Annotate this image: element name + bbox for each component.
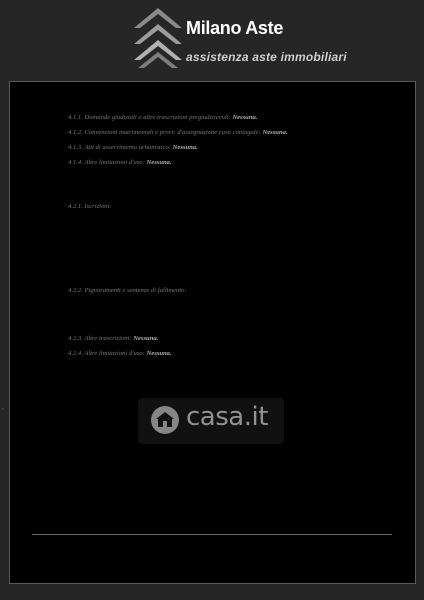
brand-tagline: assistenza aste immobiliari	[186, 50, 347, 64]
stacked-roofs-logo-icon	[130, 6, 186, 72]
doc-line-4-1-2	[68, 129, 288, 136]
doc-line-4-1-1	[68, 114, 257, 121]
doc-line-4-1-4	[68, 159, 172, 166]
brand-name[interactable]: Milano Aste	[186, 18, 284, 38]
doc-line-4-2-2: 4.2.2. Pignoramenti e sentenze di fallimento:	[68, 287, 187, 294]
doc-line-value: Nessuna.	[262, 129, 288, 136]
doc-line-label: 4.2.4. Altre limitazioni d'uso:	[68, 350, 145, 357]
doc-line-label: 4.1.2. Convenzioni matrimoniali e provv. d'assegnazione casa coniugale:	[68, 129, 261, 136]
doc-line-4-2-3	[68, 335, 158, 342]
doc-line-4-1-3	[68, 144, 198, 151]
doc-line-value: Nessuna.	[232, 114, 258, 121]
house-icon	[150, 405, 180, 435]
casa-it-watermark	[138, 398, 284, 444]
doc-line-value: Nessuna.	[146, 159, 172, 166]
document-page	[9, 81, 416, 584]
doc-line-4-2-4	[68, 350, 172, 357]
doc-line-label: 4.1.1. Domande giudiziali o altre trascrizioni pregiudizievoli:	[68, 114, 231, 121]
site-header	[0, 0, 424, 80]
doc-line-value: Nessuna.	[172, 144, 198, 151]
page-edge-mark: ‹	[2, 406, 4, 412]
doc-line-4-2-1: 4.2.1. Iscrizioni:	[68, 203, 112, 210]
page-footer-rule	[32, 534, 392, 535]
doc-line-label: 4.2.3. Altre trascrizioni:	[68, 335, 132, 342]
doc-line-label: 4.1.3. Atti di asservimento urbanistico:	[68, 144, 171, 151]
doc-line-value: Nessuna.	[133, 335, 159, 342]
doc-line-label: 4.1.4. Altre limitazioni d'uso:	[68, 159, 145, 166]
doc-line-value: Nessuna.	[146, 350, 172, 357]
watermark-text: casa.it	[186, 402, 268, 432]
